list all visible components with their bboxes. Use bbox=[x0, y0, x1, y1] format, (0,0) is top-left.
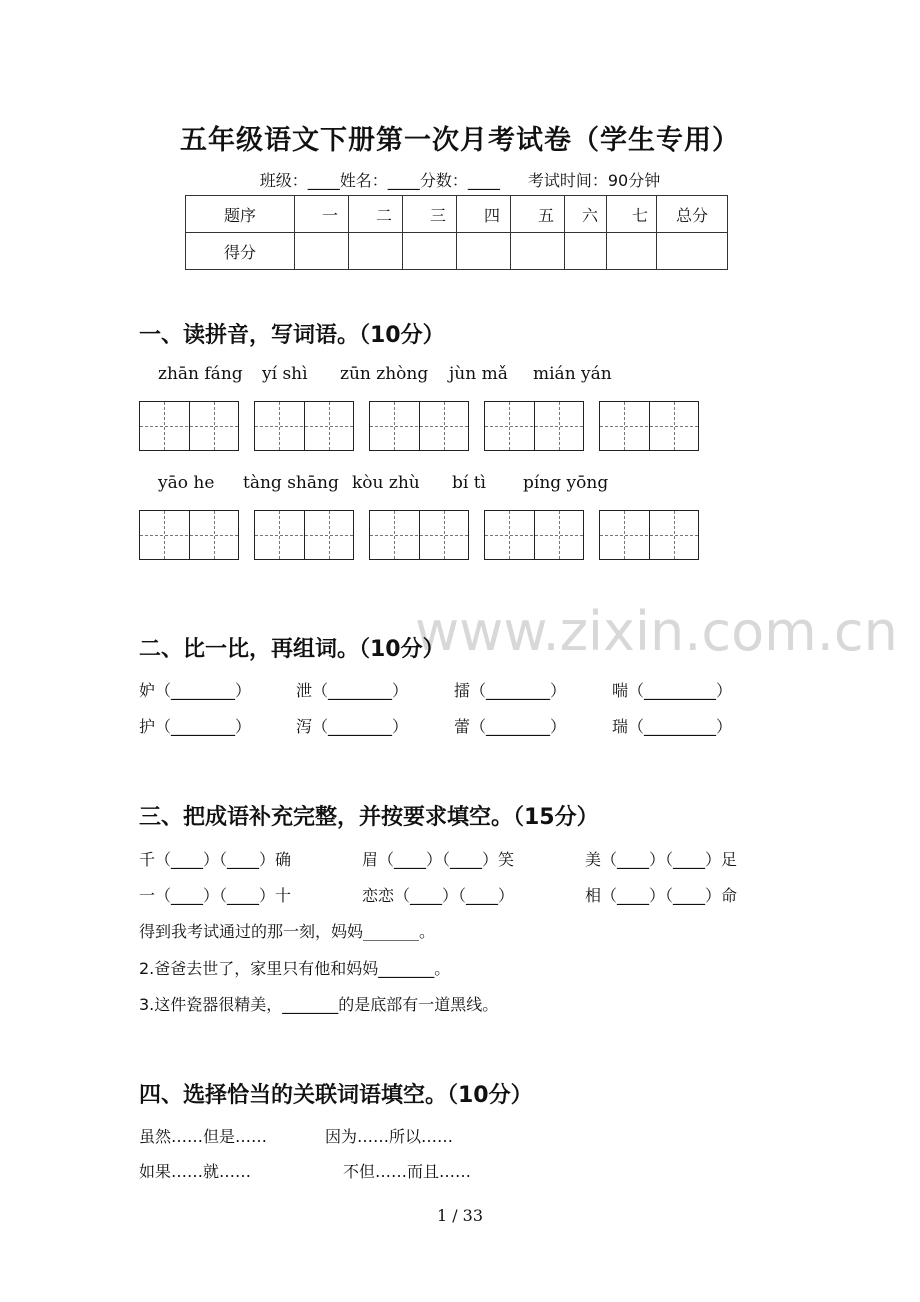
score-field[interactable]: 分数：____ bbox=[419, 171, 500, 190]
writing-grid[interactable] bbox=[484, 510, 584, 560]
idiom-blank[interactable]: 恋恋（____）（____） bbox=[362, 886, 515, 905]
idiom-blank[interactable]: 千（____）（____）确 bbox=[139, 850, 292, 869]
writing-grid[interactable] bbox=[484, 401, 584, 451]
score-cell[interactable] bbox=[565, 233, 607, 270]
fill-sentence[interactable]: 3.这件瓷器很精美，_______的是底部有一道黑线。 bbox=[139, 995, 499, 1014]
writing-grid[interactable] bbox=[254, 510, 354, 560]
writing-grid[interactable] bbox=[139, 401, 239, 451]
idiom-blank[interactable]: 相（____）（____）命 bbox=[585, 886, 738, 905]
writing-grid[interactable] bbox=[369, 401, 469, 451]
score-header-cell: 五 bbox=[511, 196, 565, 233]
score-header-cell: 题序 bbox=[186, 196, 295, 233]
score-header-cell: 四 bbox=[457, 196, 511, 233]
watermark: www.zixin.com.cn bbox=[415, 600, 898, 663]
section1-heading: 一、读拼音，写词语。（10分） bbox=[139, 323, 445, 348]
writing-grid[interactable] bbox=[369, 510, 469, 560]
pinyin-label: yí shì bbox=[262, 364, 308, 384]
word-blank[interactable]: 护（________） bbox=[139, 717, 252, 736]
score-table-header-row bbox=[186, 196, 728, 233]
word-blank[interactable]: 蕾（________） bbox=[454, 717, 567, 736]
idiom-blank[interactable]: 一（____）（____）十 bbox=[139, 886, 292, 905]
score-header-cell: 七 bbox=[607, 196, 657, 233]
idiom-blank[interactable]: 美（____）（____）足 bbox=[585, 850, 738, 869]
score-cell[interactable] bbox=[457, 233, 511, 270]
conjunction-option: 不但……而且…… bbox=[343, 1162, 472, 1181]
score-cell[interactable] bbox=[295, 233, 349, 270]
conjunction-option: 如果……就…… bbox=[139, 1162, 252, 1181]
pinyin-label: zhān fáng bbox=[158, 364, 243, 384]
pinyin-label: mián yán bbox=[533, 364, 612, 384]
word-blank[interactable]: 擂（________） bbox=[454, 681, 567, 700]
score-cell[interactable] bbox=[403, 233, 457, 270]
fill-sentence[interactable]: 得到我考试通过的那一刻，妈妈_______。 bbox=[139, 922, 436, 941]
writing-grid[interactable] bbox=[599, 510, 699, 560]
class-field[interactable]: 班级：____ bbox=[259, 171, 340, 190]
pinyin-label: yāo he bbox=[158, 473, 215, 493]
writing-grid[interactable] bbox=[139, 510, 239, 560]
score-table-score-row bbox=[186, 233, 728, 270]
page-number: 1 / 33 bbox=[436, 1206, 484, 1225]
score-cell[interactable] bbox=[511, 233, 565, 270]
section2-heading: 二、比一比，再组词。（10分） bbox=[139, 637, 445, 662]
writing-grid[interactable] bbox=[599, 401, 699, 451]
pinyin-label: jùn mǎ bbox=[449, 364, 508, 384]
pinyin-label: zūn zhòng bbox=[340, 364, 429, 384]
conjunction-option: 虽然……但是…… bbox=[139, 1127, 268, 1146]
score-table bbox=[185, 195, 728, 270]
pinyin-label: píng yōng bbox=[523, 473, 609, 493]
score-header-cell: 总分 bbox=[657, 196, 728, 233]
word-blank[interactable]: 瑞（_________） bbox=[612, 717, 733, 736]
word-blank[interactable]: 泄（________） bbox=[296, 681, 409, 700]
student-info-line bbox=[0, 168, 920, 191]
fill-sentence[interactable]: 2.爸爸去世了，家里只有他和妈妈_______。 bbox=[139, 959, 451, 978]
exam-time: 考试时间：90分钟 bbox=[527, 171, 661, 190]
score-header-cell: 二 bbox=[349, 196, 403, 233]
idiom-blank[interactable]: 眉（____）（____）笑 bbox=[362, 850, 515, 869]
pinyin-label: kòu zhù bbox=[352, 473, 420, 493]
word-blank[interactable]: 泻（________） bbox=[296, 717, 409, 736]
pinyin-label: tàng shāng bbox=[243, 473, 339, 493]
writing-grid[interactable] bbox=[254, 401, 354, 451]
score-row-label: 得分 bbox=[186, 233, 295, 270]
page-title: 五年级语文下册第一次月考试卷（学生专用） bbox=[180, 125, 740, 156]
word-blank[interactable]: 喘（_________） bbox=[612, 681, 733, 700]
conjunction-option: 因为……所以…… bbox=[325, 1127, 454, 1146]
section4-heading: 四、选择恰当的关联词语填空。（10分） bbox=[139, 1083, 533, 1108]
score-cell[interactable] bbox=[657, 233, 728, 270]
score-cell[interactable] bbox=[349, 233, 403, 270]
name-field[interactable]: 姓名：____ bbox=[339, 171, 420, 190]
score-header-cell: 六 bbox=[565, 196, 607, 233]
score-cell[interactable] bbox=[607, 233, 657, 270]
section3-heading: 三、把成语补充完整，并按要求填空。（15分） bbox=[139, 805, 599, 830]
score-header-cell: 三 bbox=[403, 196, 457, 233]
score-header-cell: 一 bbox=[295, 196, 349, 233]
word-blank[interactable]: 妒（________） bbox=[139, 681, 252, 700]
pinyin-label: bí tì bbox=[452, 473, 486, 493]
